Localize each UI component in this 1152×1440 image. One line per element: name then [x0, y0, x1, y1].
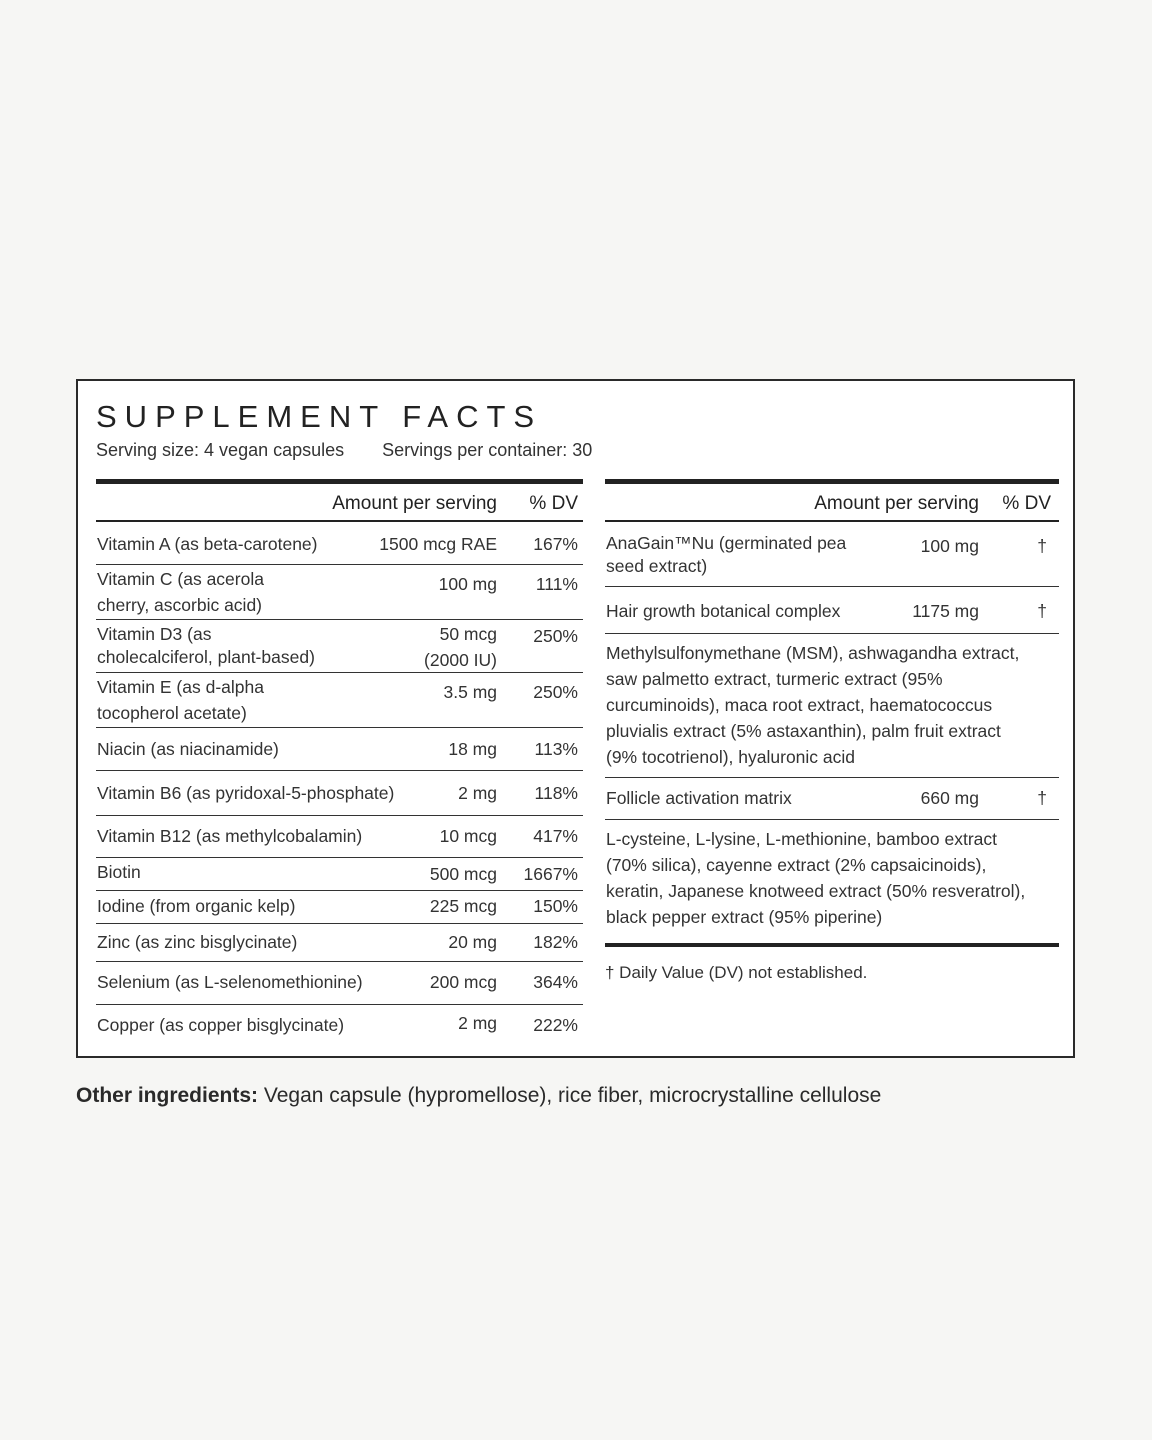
blends-column	[605, 479, 1059, 983]
dv-header: % DV	[529, 493, 578, 514]
nutrient-name: Selenium (as L-selenomethionine)	[97, 972, 363, 992]
blend-ingredients	[605, 634, 1059, 778]
column-header	[96, 484, 583, 520]
blend-name: Follicle activation matrix	[606, 788, 792, 808]
blend-name-line-2: seed extract)	[606, 556, 708, 576]
blend-row	[605, 587, 1059, 634]
nutrient-name: Vitamin B12 (as methylcobalamin)	[97, 826, 363, 846]
blend-amount: 660 mg	[920, 788, 979, 808]
nutrient-name-line-2: cholecalciferol, plant-based)	[97, 647, 315, 667]
amount-header: Amount per serving	[332, 493, 497, 514]
nutrient-amount: 100 mg	[438, 574, 497, 594]
nutrient-name: Vitamin C (as acerola	[97, 569, 264, 589]
nutrient-amount: 1500 mcg RAE	[379, 534, 497, 554]
nutrient-row	[96, 891, 583, 924]
nutrient-amount: 3.5 mg	[443, 682, 497, 702]
blend-amount: 100 mg	[920, 536, 979, 556]
blend-name: Hair growth botanical complex	[606, 601, 841, 621]
nutrient-amount: 18 mg	[448, 739, 497, 759]
nutrient-dv: 118%	[534, 783, 578, 803]
nutrient-row	[96, 816, 583, 858]
nutrient-amount: 2 mg	[458, 1013, 497, 1033]
dagger-mark: †	[1037, 788, 1047, 808]
nutrient-amount-line-2: (2000 IU)	[424, 650, 497, 670]
nutrient-row	[96, 1005, 583, 1045]
nutrient-name: Biotin	[97, 862, 141, 882]
ingredient-line: L-cysteine, L-lysine, L-methionine, bamboo extract	[606, 829, 998, 849]
nutrient-name-line-2: tocopherol acetate)	[97, 703, 247, 723]
nutrient-row	[96, 924, 583, 962]
nutrient-row	[96, 620, 583, 673]
nutrient-dv: 167%	[533, 534, 578, 554]
nutrient-dv: 1667%	[523, 864, 578, 884]
dv-footnote: † Daily Value (DV) not established.	[605, 963, 868, 982]
ingredient-line: saw palmetto extract, turmeric extract (95%	[606, 669, 943, 689]
nutrient-dv: 111%	[535, 574, 578, 594]
nutrient-name: Copper (as copper bisglycinate)	[97, 1015, 345, 1035]
blend-row	[605, 778, 1059, 820]
serving-size: Serving size: 4 vegan capsules	[96, 440, 345, 460]
nutrient-row	[96, 565, 583, 620]
nutrient-name: Vitamin D3 (as	[97, 624, 212, 644]
nutrient-dv: 364%	[533, 972, 578, 992]
nutrient-row	[96, 771, 583, 816]
nutrient-amount: 225 mcg	[429, 896, 497, 916]
blend-row	[605, 522, 1059, 587]
nutrient-dv: 150%	[533, 896, 578, 916]
nutrient-name: Niacin (as niacinamide)	[97, 739, 279, 759]
ingredient-line: curcuminoids), maca root extract, haematococcus	[606, 695, 993, 715]
blend-ingredients	[605, 820, 1059, 937]
other-ingredients-label: Other ingredients:	[76, 1084, 259, 1107]
nutrient-row	[96, 522, 583, 565]
nutrient-amount: 500 mcg	[429, 864, 497, 884]
nutrient-row	[96, 962, 583, 1005]
serving-info	[96, 440, 592, 461]
nutrient-row	[96, 858, 583, 891]
ingredient-line: black pepper extract (95% piperine)	[606, 907, 883, 927]
blend-amount: 1175 mg	[912, 601, 979, 621]
amount-header: Amount per serving	[814, 493, 979, 514]
nutrient-name-line-2: cherry, ascorbic acid)	[97, 595, 263, 615]
nutrient-row	[96, 673, 583, 728]
other-ingredients	[76, 1084, 881, 1108]
supplement-facts-panel	[76, 379, 1075, 1058]
servings-per-container: Servings per container: 30	[382, 440, 593, 460]
nutrient-name: Vitamin A (as beta-carotene)	[97, 534, 318, 554]
nutrient-amount: 20 mg	[448, 932, 497, 952]
nutrient-dv: 417%	[533, 826, 578, 846]
nutrient-dv: 113%	[534, 739, 578, 759]
other-ingredients-text: Vegan capsule (hypromellose), rice fiber, microcrystalline cellulose	[258, 1084, 882, 1107]
panel-title: SUPPLEMENT FACTS	[96, 399, 543, 434]
ingredient-line: (9% tocotrienol), hyaluronic acid	[606, 747, 856, 767]
nutrient-name: Iodine (from organic kelp)	[97, 896, 296, 916]
nutrient-name: Zinc (as zinc bisglycinate)	[97, 932, 298, 952]
ingredient-line: Methylsulfonymethane (MSM), ashwagandha extract,	[606, 643, 1020, 663]
nutrient-amount: 200 mcg	[429, 972, 497, 992]
nutrient-name: Vitamin E (as d-alpha	[97, 677, 264, 697]
nutrient-amount: 10 mcg	[439, 826, 497, 846]
nutrient-dv: 250%	[533, 626, 578, 646]
ingredient-line: keratin, Japanese knotweed extract (50% resveratrol),	[606, 881, 1026, 901]
dagger-mark: †	[1037, 536, 1047, 556]
nutrient-name: Vitamin B6 (as pyridoxal-5-phosphate)	[97, 783, 395, 803]
nutrient-amount: 50 mcg	[439, 624, 497, 644]
nutrient-dv: 250%	[533, 682, 578, 702]
nutrient-dv: 182%	[533, 932, 578, 952]
blend-name: AnaGain™Nu (germinated pea	[606, 533, 847, 553]
ingredient-line: (70% silica), cayenne extract (2% capsaicinoids),	[606, 855, 987, 875]
nutrient-dv: 222%	[533, 1015, 578, 1035]
dagger-mark: †	[1037, 601, 1047, 621]
nutrient-row	[96, 728, 583, 771]
vitamins-column	[96, 479, 583, 1045]
column-header	[605, 484, 1059, 520]
dv-header: % DV	[1002, 493, 1051, 514]
ingredient-line: pluvialis extract (5% astaxanthin), palm fruit extract	[606, 721, 1001, 741]
nutrient-amount: 2 mg	[458, 783, 497, 803]
